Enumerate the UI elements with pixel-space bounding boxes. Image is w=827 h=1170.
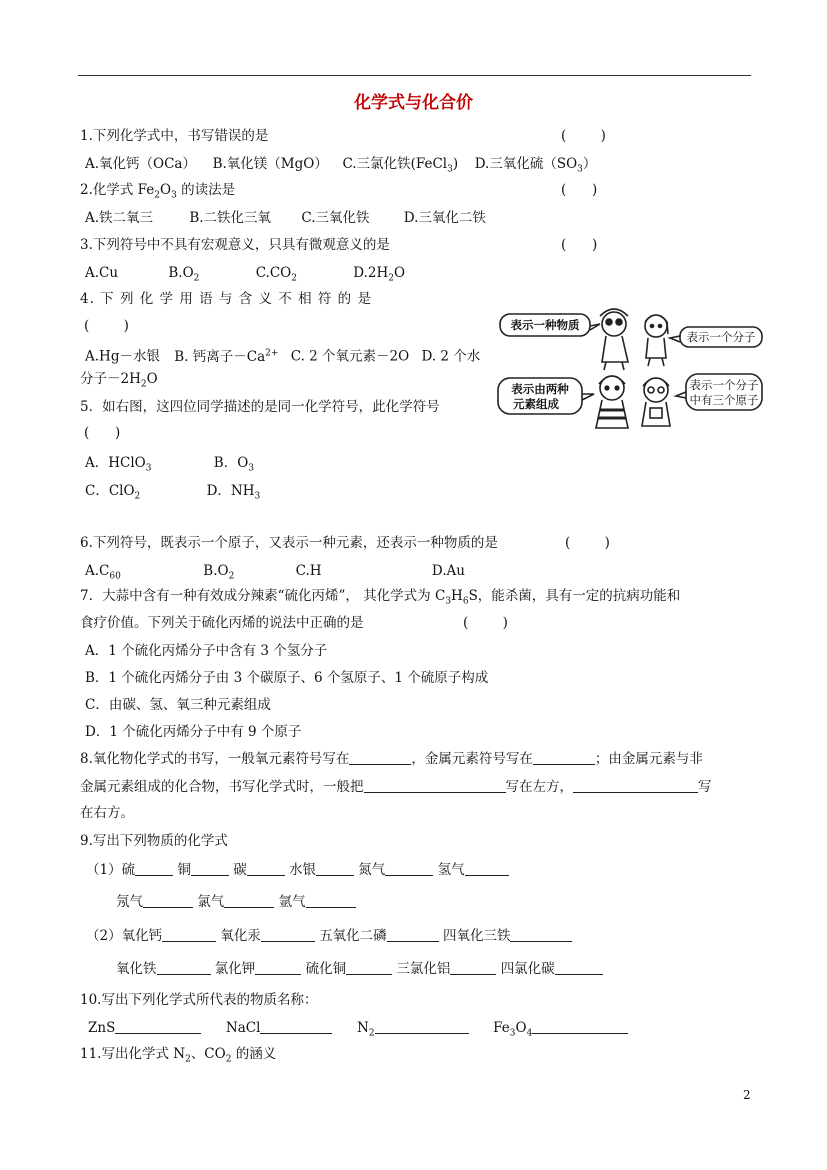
student-figure [642, 378, 670, 426]
fill-blank[interactable] [260, 1019, 332, 1034]
fill-blank[interactable] [316, 861, 354, 876]
bubble-tail [582, 394, 594, 400]
fill-blank[interactable] [191, 861, 229, 876]
question-9-row1: （1）硫 铜 碳 水银 氮气 氢气 [86, 861, 509, 879]
option-a[interactable]: A.Cu [85, 265, 119, 281]
option-d[interactable]: $D.2H_2O$ [353, 265, 406, 284]
question-5-stem: 5．如右图，这四位同学描述的是同一化学符号，此化学符号 [80, 399, 440, 415]
option-b[interactable]: $B.O_2$ [203, 563, 235, 582]
bubble-text: 表示一种物质 [510, 318, 580, 332]
option-d[interactable]: D．$NH_3$ [206, 483, 261, 502]
fill-blank[interactable] [364, 778, 506, 793]
question-6-stem: 6.下列符号，既表示一个原子，又表示一种元素，还表示一种物质的是 [80, 535, 498, 551]
option-b[interactable]: B.氧化镁（MgO） [212, 156, 328, 172]
fill-blank[interactable] [532, 1019, 628, 1034]
option-a[interactable]: A.氧化钙（OCa） [85, 156, 196, 172]
option-b[interactable]: B．1 个硫化丙烯分子由 3 个碳原子、6 个氢原子、1 个硫原子构成 [85, 670, 489, 686]
option-d[interactable]: D.三氧化二铁 [403, 210, 486, 226]
header-rule [78, 75, 751, 76]
fill-blank[interactable] [162, 927, 216, 942]
question-5-options-row1 [85, 454, 254, 478]
question-4-stem: 4. 下 列 化 学 用 语 与 含 义 不 相 符 的 是 [80, 291, 372, 307]
option-a[interactable]: A.铁二氧三 [85, 210, 154, 226]
answer-paren[interactable]: ( ) [565, 535, 610, 551]
question-6-options [85, 562, 465, 586]
page-number: 2 [743, 1088, 751, 1102]
fill-blank[interactable] [224, 893, 274, 908]
question-5-options-row2 [85, 482, 260, 506]
option-c[interactable]: $C.CO_2$ [255, 265, 297, 284]
student-figure [645, 315, 668, 366]
fill-blank[interactable] [510, 927, 572, 942]
option-c[interactable]: C.三氯化铁(FeCl$_3$) [342, 156, 459, 175]
option-c[interactable]: C．由碳、氢、氧三种元素组成 [85, 697, 271, 713]
option-b[interactable]: B.二铁化三氧 [189, 210, 272, 226]
answer-paren[interactable]: ( ) [84, 425, 121, 441]
question-9-stem: 9.写出下列物质的化学式 [80, 833, 228, 849]
fill-blank[interactable] [349, 750, 411, 765]
option-c[interactable]: C.H [295, 563, 322, 579]
option-b[interactable]: B. 钙离子$-Ca^{2+}$ [174, 348, 279, 365]
bubble-text: 表示由两种 [511, 382, 569, 396]
student-figure [600, 309, 628, 370]
fill-blank[interactable] [465, 861, 509, 876]
question-4-option-d-cont: 分子$-2H_2O$ [80, 371, 158, 390]
option-a[interactable]: A．HClO$_3$ [85, 455, 152, 474]
question-9-row4: 氧化铁 氯化钾 硫化铜 三氯化铝 四氯化碳 [116, 960, 603, 978]
student-figure [596, 376, 628, 428]
fill-blank[interactable] [306, 893, 356, 908]
question-3-stem: 3.下列符号中不具有宏观意义，只具有微观意义的是 [80, 237, 390, 253]
fill-blank[interactable] [555, 960, 603, 975]
answer-paren[interactable]: ( ) [561, 182, 598, 198]
option-d[interactable]: D.Au [431, 563, 465, 579]
fill-blank[interactable] [261, 927, 315, 942]
fill-blank[interactable] [157, 960, 211, 975]
option-d[interactable]: D.三氧化硫$(SO_3)$ [474, 156, 597, 175]
question-8-line1: 8.氧化物化学式的书写，一般氧元素符号写在 ，金属元素符号写在 ；由金属元素与非 [80, 751, 703, 767]
option-c[interactable]: C. 2 个氧元素－2O [290, 348, 410, 365]
option-a[interactable]: $A.C_{60}$ [85, 563, 121, 582]
fill-blank[interactable] [375, 1019, 469, 1034]
bubble-tail [670, 336, 680, 342]
fill-blank[interactable] [115, 1019, 201, 1034]
option-b[interactable]: $B.O_2$ [168, 265, 200, 284]
option-a[interactable]: A.Hg－水银 [85, 348, 160, 365]
question-9-row2: 氖气 氯气 氩气 [116, 893, 356, 911]
option-d[interactable]: D. 2 个水 [421, 348, 481, 365]
answer-paren[interactable]: ( ) [463, 615, 508, 631]
question-1-options [85, 155, 596, 179]
bubble-tail [676, 392, 686, 398]
bubble-text: 表示一个分子 [689, 378, 759, 392]
answer-paren[interactable]: ( ) [84, 318, 129, 334]
fill-blank[interactable] [387, 927, 439, 942]
question-10-stem: 10.写出下列化学式所代表的物质名称： [80, 992, 318, 1008]
fill-blank[interactable] [385, 861, 433, 876]
answer-paren[interactable]: ( ) [561, 237, 598, 253]
bubble-tail [590, 324, 600, 330]
fill-blank[interactable] [143, 893, 193, 908]
question-9-row3: （2）氧化钙 氧化汞 五氧化二磷 四氧化三铁 [86, 927, 572, 945]
question-8-line3: 在右方。 [80, 805, 134, 821]
question-8-line2: 金属元素组成的化合物，书写化学式时，一般把 写在左方， 写 [80, 779, 712, 795]
option-d[interactable]: D．1 个硫化丙烯分子中有 9 个原子 [85, 724, 302, 740]
question-11-stem: 11.写出化学式 $N_2$、$CO_2$ 的涵义 [80, 1046, 277, 1065]
question-4-options [85, 344, 480, 366]
question-10-row: ZnS NaCl $N_2$ $Fe_3O_4$ [88, 1019, 628, 1043]
bubble-text: 表示一个分子 [686, 330, 756, 344]
option-b[interactable]: B．$O_3$ [213, 455, 255, 474]
fill-blank[interactable] [247, 861, 285, 876]
question-1-stem: 1.下列化学式中，书写错误的是 [80, 128, 269, 144]
fill-blank[interactable] [573, 778, 698, 793]
fill-blank[interactable] [346, 960, 392, 975]
question-2-options [85, 209, 486, 227]
bubble-text: 中有三个原子 [689, 393, 759, 407]
question-7-stem-line1: 7．大蒜中含有一种有效成分辣素“硫化丙烯”， 其化学式为 $C_3H_6S$，能杀菌，具有一定的抗病功能和 [80, 588, 681, 607]
fill-blank[interactable] [450, 960, 496, 975]
question-3-options [85, 264, 405, 288]
option-c[interactable]: C.三氧化铁 [301, 210, 370, 226]
bubble-text: 元素组成 [513, 397, 559, 411]
answer-paren[interactable]: ( ) [561, 128, 606, 144]
question-2-stem: 2.化学式 $Fe_2O_3$ 的读法是 [80, 182, 236, 201]
fill-blank[interactable] [135, 861, 173, 876]
option-a[interactable]: A．1 个硫化丙烯分子中含有 3 个氢分子 [85, 643, 328, 659]
students-cartoon-figure [496, 300, 764, 436]
option-c[interactable]: C．ClO$_2$ [85, 483, 141, 502]
fill-blank[interactable] [533, 750, 595, 765]
fill-blank[interactable] [255, 960, 301, 975]
page-title: 化学式与化合价 [354, 93, 473, 113]
question-7-stem-line2: 食疗价值。下列关于硫化丙烯的说法中正确的是 [80, 615, 364, 631]
